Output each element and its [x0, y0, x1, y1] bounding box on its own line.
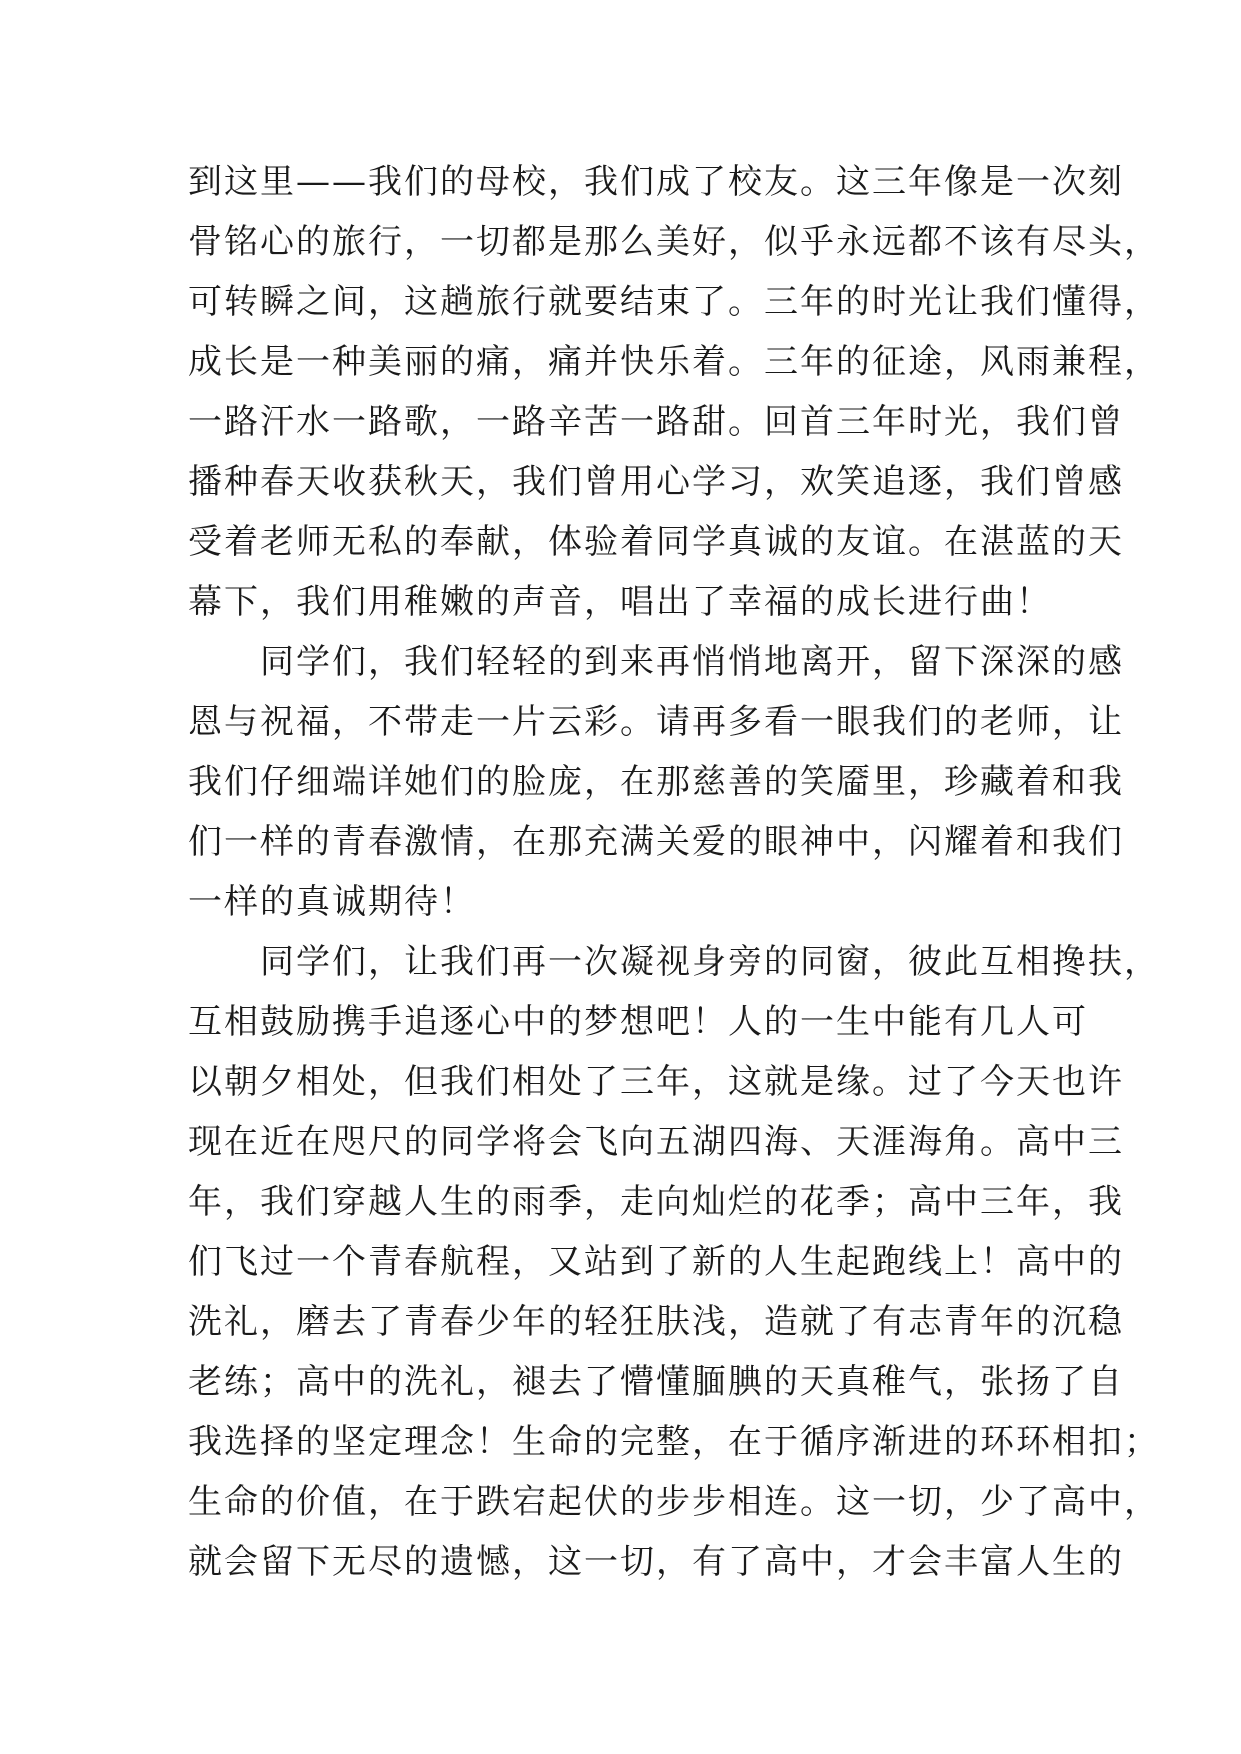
text-line: 同学们，我们轻轻的到来再悄悄地离开，留下深深的感	[260, 642, 1124, 682]
text-line: 成长是一种美丽的痛，痛并快乐着。三年的征途，风雨兼程，	[188, 342, 1160, 382]
text-line: 生命的价值，在于跌宕起伏的步步相连。这一切，少了高中，	[188, 1482, 1160, 1522]
paragraph-1	[188, 152, 1160, 632]
text-line: 就会留下无尽的遗憾，这一切，有了高中，才会丰富人生的	[188, 1542, 1124, 1582]
text-line: 我们仔细端详她们的脸庞，在那慈善的笑靥里，珍藏着和我	[188, 762, 1124, 802]
text-line: 们一样的青春激情，在那充满关爱的眼神中，闪耀着和我们	[188, 822, 1124, 862]
text-line: 洗礼，磨去了青春少年的轻狂肤浅，造就了有志青年的沉稳	[188, 1302, 1124, 1342]
text-line: 播种春天收获秋天，我们曾用心学习，欢笑追逐，我们曾感	[188, 462, 1124, 502]
text-line: 受着老师无私的奉献，体验着同学真诚的友谊。在湛蓝的天	[188, 522, 1124, 562]
text-line: 现在近在咫尺的同学将会飞向五湖四海、天涯海角。高中三	[188, 1122, 1124, 1162]
text-line: 到这里——我们的母校，我们成了校友。这三年像是一次刻	[188, 162, 1124, 202]
text-line: 以朝夕相处，但我们相处了三年，这就是缘。过了今天也许	[188, 1062, 1124, 1102]
text-line: 骨铭心的旅行，一切都是那么美好，似乎永远都不该有尽头，	[188, 222, 1160, 262]
paragraph-3	[188, 932, 1160, 1592]
paragraph-2	[188, 632, 1124, 932]
text-line: 可转瞬之间，这趟旅行就要结束了。三年的时光让我们懂得，	[188, 282, 1160, 322]
text-line: 老练；高中的洗礼，褪去了懵懂腼腆的天真稚气，张扬了自	[188, 1362, 1124, 1402]
text-line: 一路汗水一路歌，一路辛苦一路甜。回首三年时光，我们曾	[188, 402, 1124, 442]
text-line: 幕下，我们用稚嫩的声音，唱出了幸福的成长进行曲！	[188, 582, 1052, 622]
text-line: 一样的真诚期待！	[188, 882, 476, 922]
body-text	[188, 152, 1160, 1592]
text-line: 互相鼓励携手追逐心中的梦想吧！人的一生中能有几人可	[188, 1002, 1088, 1042]
text-line: 们飞过一个青春航程，又站到了新的人生起跑线上！高中的	[188, 1242, 1124, 1282]
text-line: 恩与祝福，不带走一片云彩。请再多看一眼我们的老师，让	[188, 702, 1124, 742]
text-line: 同学们，让我们再一次凝视身旁的同窗，彼此互相搀扶，	[260, 942, 1160, 982]
text-line: 年，我们穿越人生的雨季，走向灿烂的花季；高中三年，我	[188, 1182, 1124, 1222]
text-line: 我选择的坚定理念！生命的完整，在于循序渐进的环环相扣；	[188, 1422, 1160, 1462]
